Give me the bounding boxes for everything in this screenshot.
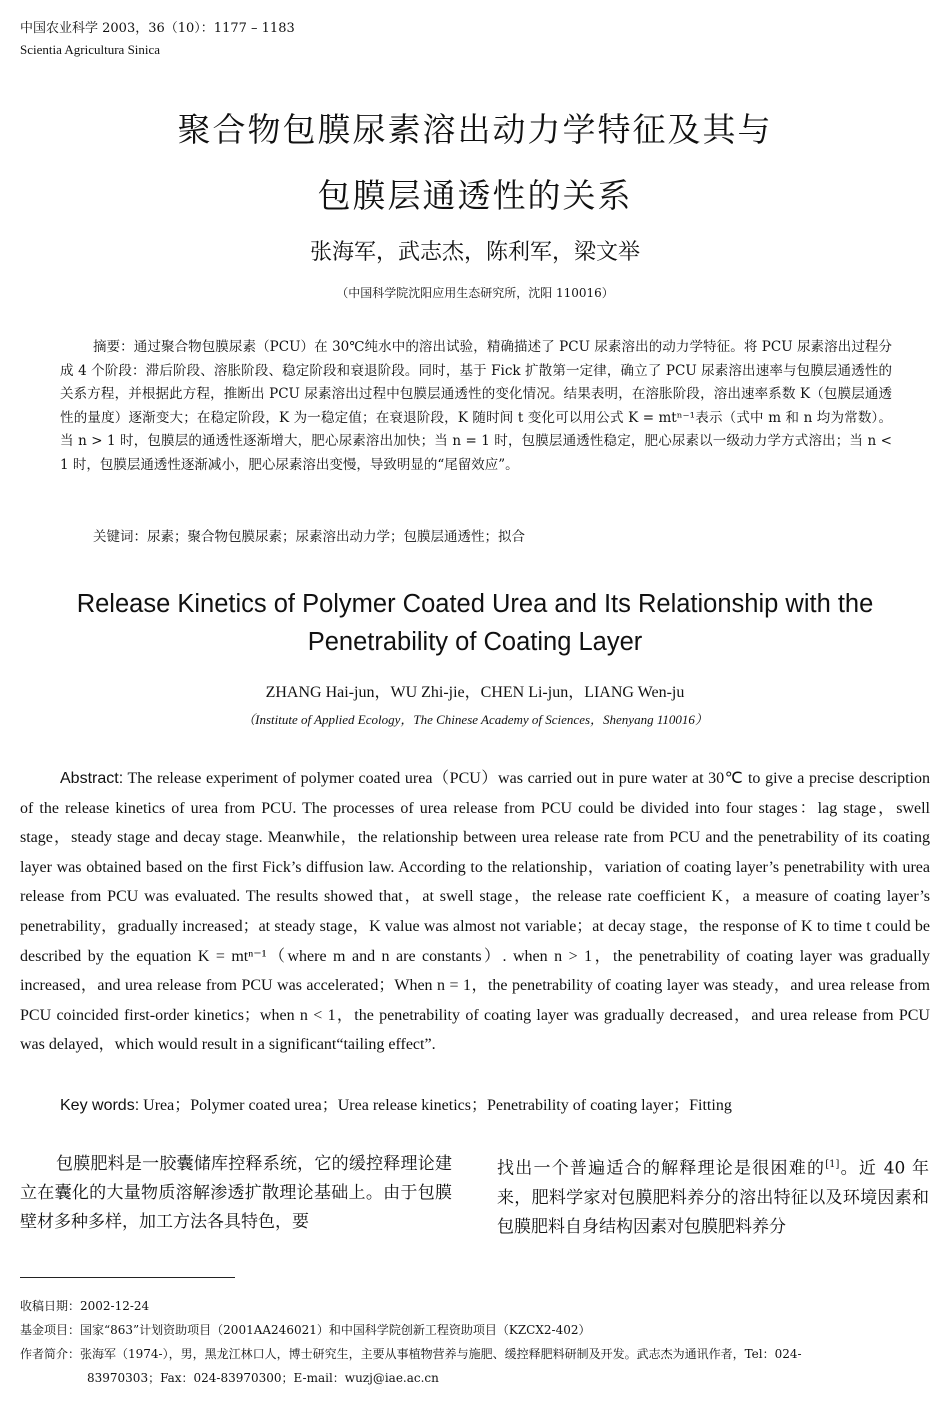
citation-ref[interactable]: [1]: [825, 1159, 840, 1170]
chinese-abstract-text: 摘要：通过聚合物包膜尿素（PCU）在 30℃纯水中的溶出试验，精确描述了 PCU 尿素溶出的动力学特征。将 PCU 尿素溶出过程分成 4 个阶段：滞后阶段、溶胀阶段、稳定阶段和衰退阶段。同时，基于 Fick 扩散第一定律，确立了 PCU 尿素溶出速率与包膜层通透性的关系方程，并根据此方程，推断出 PCU 尿素溶出过程中包膜层通透性的变化情况。结果表明，在溶胀阶段，溶出速率系数 K（包膜层通透性的量度）逐渐变大；在稳定阶段，K 为一稳定值；在衰退阶段，K 随时间 t 变化可以用公式 K = mtⁿ⁻¹表示（式中 m 和 n 均为常数）。当 n > 1 时，包膜层的通透性逐渐增大，肥心尿素溶出加快；当 n = 1 时，包膜层通透性稳定，肥心尿素以一级动力学方式溶出；当 n < 1 时，包膜层通透性逐渐减小，肥心尿素溶出变慢，导致明显的“尾留效应”。: [60, 339, 892, 473]
english-title-line2: Penetrability of Coating Layer: [307, 628, 643, 656]
english-affiliation: （Institute of Applied Ecology，The Chinese Academy of Sciences，Shenyang 110016）: [242, 712, 708, 727]
fund-info: 基金项目：国家“863”计划资助项目（2001AA246021）和中国科学院创新工程资助项目（KZCX2-402）: [20, 1323, 591, 1337]
body-column-left: [20, 1150, 452, 1237]
keywords-label: Key words:: [60, 1097, 140, 1114]
body-text: 。近 40 年来，肥料学家对包膜肥料养分的溶出特征以及环境因素和包膜肥料自身结构因素对包膜肥料养分: [497, 1158, 929, 1237]
footnote-divider: [20, 1277, 235, 1278]
footnotes: [20, 1294, 930, 1390]
english-abstract-text: The release experiment of polymer coated urea（PCU）was carried out in pure water at 30℃ to give a precise description of the release kinetics of urea from PCU. The processes of urea release from PCU could be divided into four stages：lag stage，swell stage，steady stage and decay stage. Meanwhile，the relationship between urea release rate from PCU and the penetrability of its coating layer was obtained based on the first Fick’s diffusion law. According to the relationship，variation of coating layer’s penetrability with urea release from PCU was evaluated. The results showed that，at swell stage，the release rate coefficient K，a measure of coating layer’s penetrability，gradually increased；at steady stage，K value was almost not variable；at decay stage，the response of K to time t could be described by the equation K = mtⁿ⁻¹（where m and n are constants）. when n > 1，the penetrability of coating layer was gradually increased，and urea release from PCU was accelerated；When n = 1，the penetrability of coating layer was steady，and urea release from PCU coincided first-order kinetics；when n < 1，the penetrability of coating layer was gradually decreased，and urea release from PCU was delayed，which would result in a significant“tailing effect”.: [20, 770, 930, 1054]
body-text: 找出一个普遍适合的解释理论是很困难的: [497, 1158, 826, 1179]
chinese-affiliation: （中国科学院沈阳应用生态研究所，沈阳 110016）: [336, 286, 614, 300]
author-contact: 83970303；Fax：024-83970300；E-mail：wuzj@iae.ac.cn: [87, 1371, 439, 1385]
abstract-label: Abstract:: [60, 770, 124, 787]
chinese-abstract: [60, 336, 892, 478]
english-authors: ZHANG Hai-jun，WU Zhi-jie，CHEN Li-jun，LIANG Wen-ju: [265, 684, 685, 701]
journal-citation: 中国农业科学 2003，36（10）：1177 – 1183: [20, 21, 295, 36]
chinese-authors: 张海军，武志杰，陈利军，梁文举: [309, 240, 640, 265]
english-title-line1: Release Kinetics of Polymer Coated Urea and Its Relationship with the: [76, 590, 874, 618]
received-date: 收稿日期：2002-12-24: [20, 1299, 150, 1313]
english-abstract: [20, 764, 930, 1060]
journal-header: [20, 18, 295, 60]
journal-name-en: Scientia Agricultura Sinica: [20, 42, 161, 57]
keywords-text: Urea；Polymer coated urea；Urea release kinetics；Penetrability of coating layer；Fitting: [139, 1097, 732, 1114]
author-bio: 作者简介：张海军（1974-），男，黑龙江林口人，博士研究生，主要从事植物营养与施肥、缓控释肥料研制及开发。武志杰为通讯作者，Tel：024-: [20, 1347, 802, 1361]
chinese-title-line2: 包膜层通透性的关系: [317, 176, 633, 215]
chinese-title-line1: 聚合物包膜尿素溶出动力学特征及其与: [177, 110, 773, 149]
english-keywords: [60, 1092, 732, 1115]
body-column-right: [497, 1150, 929, 1242]
body-paragraph: [497, 1150, 929, 1242]
chinese-keywords: 关键词：尿素；聚合物包膜尿素；尿素溶出动力学；包膜层通透性；拟合: [93, 529, 525, 545]
body-paragraph: 包膜肥料是一胶囊储库控释系统，它的缓控释理论建立在囊化的大量物质溶解渗透扩散理论基础上。由于包膜壁材多种多样，加工方法各具特色，要: [20, 1154, 452, 1232]
english-title: [0, 585, 950, 661]
